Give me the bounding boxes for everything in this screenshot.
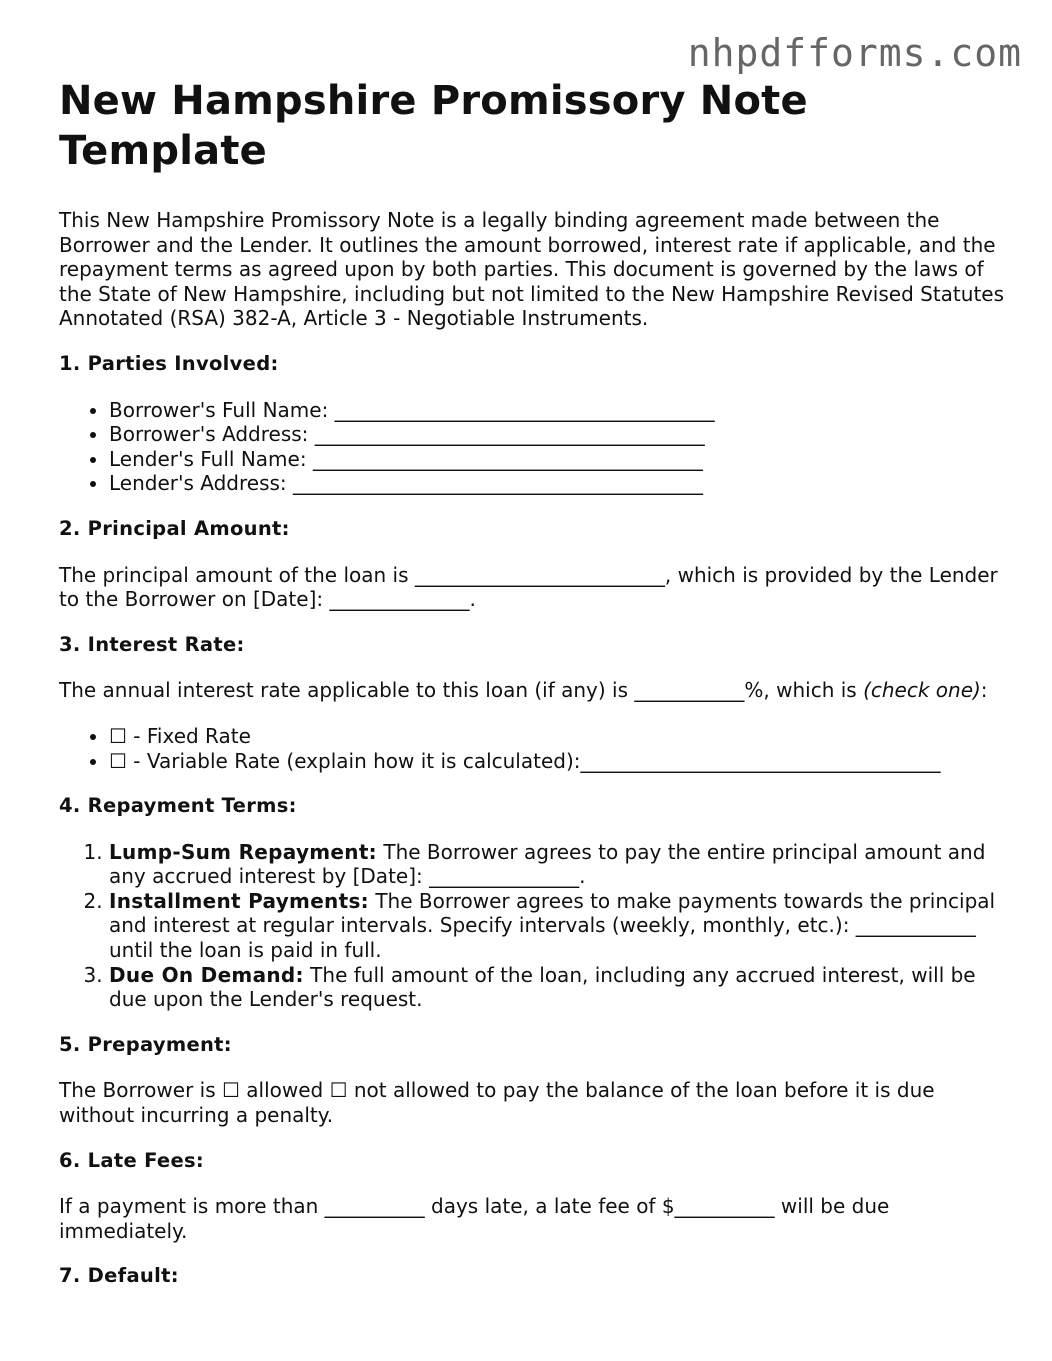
repayment-list (59, 840, 1009, 1012)
fixed-rate-option[interactable]: • ☐ - Fixed Rate (109, 724, 1009, 749)
repayment-label: Due On Demand: (109, 962, 304, 987)
list-item: • Borrower's Full Name: ______________________________________ (109, 398, 1009, 423)
repayment-label: Lump-Sum Repayment: (109, 839, 377, 864)
site-watermark: nhpdfforms.com (687, 31, 1022, 75)
prepayment-paragraph: The Borrower is ☐ allowed ☐ not allowed to pay the balance of the loan before it is due without incurring a penalty. (59, 1078, 935, 1128)
section-heading-repayment: 4. Repayment Terms: (59, 794, 297, 818)
section-heading-principal: 2. Principal Amount: (59, 516, 290, 540)
repayment-text: The Borrower agrees to make payments towards the principal and interest at regular intervals. Specify intervals (weekly, monthly, etc.): ____________ until the loan is paid in full. (109, 888, 996, 963)
parties-list (59, 398, 1009, 496)
repayment-text: The full amount of the loan, including any accrued interest, will be due upon the Lender's request. (109, 962, 976, 1012)
interest-options-list (59, 724, 1009, 773)
principal-paragraph: The principal amount of the loan is _________________________, which is provided by the Lender to the Borrower on [Date]: ______________. (59, 562, 998, 612)
list-item: • Lender's Address: _________________________________________ (109, 471, 1009, 496)
check-one-note: (check one) (863, 678, 981, 703)
section-heading-parties: 1. Parties Involved: (59, 351, 279, 375)
section-heading-late-fees: 6. Late Fees: (59, 1148, 204, 1172)
section-heading-prepayment: 5. Prepayment: (59, 1032, 232, 1056)
list-item (109, 889, 1009, 963)
interest-text: The annual interest rate applicable to this loan (if any) is ___________%, which is (59, 678, 864, 703)
list-item (109, 963, 1009, 1012)
variable-rate-option[interactable]: • ☐ - Variable Rate (explain how it is calculated):____________________________________ (109, 749, 1009, 774)
section-heading-interest: 3. Interest Rate: (59, 632, 245, 656)
section-heading-default: 7. Default: (59, 1264, 179, 1288)
list-item: • Borrower's Address: _______________________________________ (109, 422, 1009, 447)
late-fees-paragraph: If a payment is more than __________ days late, a late fee of $__________ will be due immediately. (59, 1194, 890, 1243)
document-title: New Hampshire Promissory Note Template (59, 78, 808, 174)
document-page (59, 76, 1009, 1289)
intro-paragraph: This New Hampshire Promissory Note is a legally binding agreement made between the Borrower and the Lender. It outlines the amount borrowed, interest rate if applicable, and the repayment terms as agreed upon by both parties. This document is governed by the laws of the State of New Hampshire, including but not limited to the New Hampshire Revised Statutes Annotated (RSA) 382-A, Article 3 - Negotiable Instruments. (59, 208, 1005, 331)
repayment-text: The Borrower agrees to pay the entire principal amount and any accrued interest by [Date]: _______________. (109, 839, 986, 889)
repayment-label: Installment Payments: (109, 888, 369, 913)
interest-colon: : (980, 678, 988, 703)
interest-paragraph (59, 678, 1009, 703)
list-item: • Lender's Full Name: _______________________________________ (109, 447, 1009, 472)
list-item (109, 840, 1009, 889)
